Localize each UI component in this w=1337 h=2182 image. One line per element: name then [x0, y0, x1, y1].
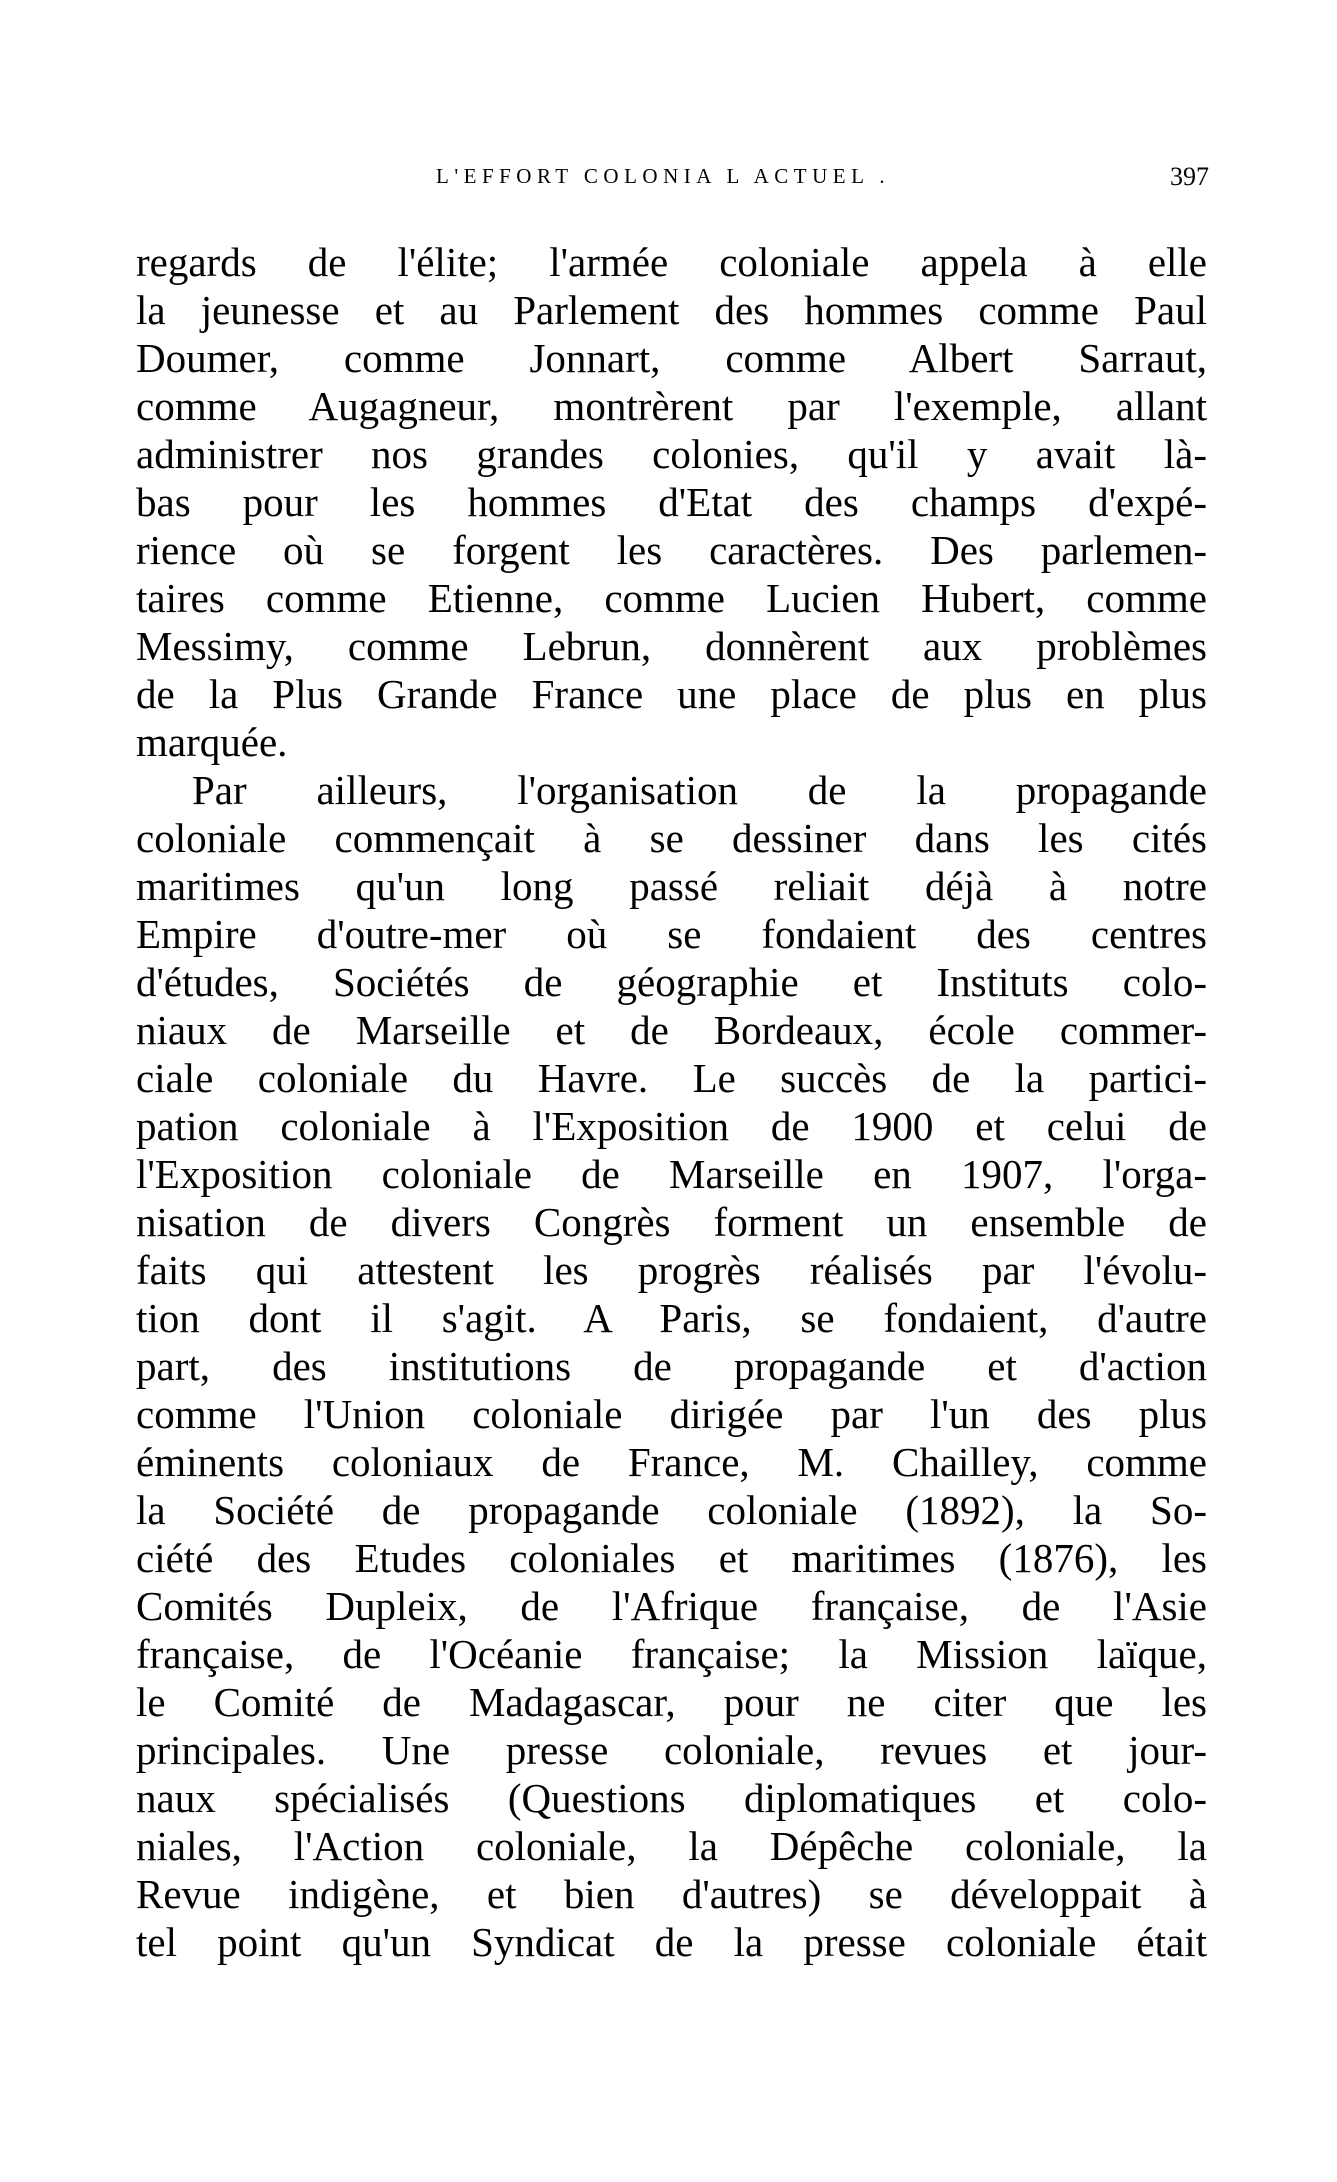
- text-line: la jeunesse et au Parlement des hommes comme Paul: [136, 287, 1207, 333]
- text-line: niales, l'Action coloniale, la Dépêche coloniale, la: [136, 1823, 1207, 1869]
- text-line: tel point qu'un Syndicat de la presse coloniale était: [136, 1919, 1207, 1965]
- text-line: part, des institutions de propagande et d'action: [136, 1343, 1207, 1389]
- text-line: tion dont il s'agit. A Paris, se fondaient, d'autre: [136, 1295, 1207, 1341]
- text-line: Revue indigène, et bien d'autres) se développait à: [136, 1871, 1207, 1917]
- text-line: le Comité de Madagascar, pour ne citer que les: [136, 1679, 1207, 1725]
- text-line: Comités Dupleix, de l'Afrique française, de l'Asie: [136, 1583, 1207, 1629]
- text-line: de la Plus Grande France une place de plus en plus: [136, 671, 1207, 717]
- text-line: faits qui attestent les progrès réalisés par l'évolu-: [136, 1247, 1207, 1293]
- page-number: 397: [1170, 162, 1209, 191]
- text-line: bas pour les hommes d'Etat des champs d'expé-: [136, 479, 1207, 525]
- text-line: d'études, Sociétés de géographie et Instituts colo-: [136, 959, 1207, 1005]
- text-line: pation coloniale à l'Exposition de 1900 et celui de: [136, 1103, 1207, 1149]
- text-line: principales. Une presse coloniale, revues et jour-: [136, 1727, 1207, 1773]
- paragraph-first-line: Par ailleurs, l'organisation de la propagande: [192, 767, 1207, 813]
- text-line: niaux de Marseille et de Bordeaux, école commer-: [136, 1007, 1207, 1053]
- text-line: nisation de divers Congrès forment un ensemble de: [136, 1199, 1207, 1245]
- paragraph-end-line: marquée.: [136, 719, 288, 765]
- text-line: maritimes qu'un long passé reliait déjà à notre: [136, 863, 1207, 909]
- text-line: administrer nos grandes colonies, qu'il y avait là-: [136, 431, 1207, 477]
- text-line: française, de l'Océanie française; la Mission laïque,: [136, 1631, 1207, 1677]
- text-line: taires comme Etienne, comme Lucien Hubert, comme: [136, 575, 1207, 621]
- text-line: Doumer, comme Jonnart, comme Albert Sarraut,: [136, 335, 1207, 381]
- text-line: éminents coloniaux de France, M. Chailley, comme: [136, 1439, 1207, 1485]
- running-head: L'EFFORT COLONIA L ACTUEL .: [436, 164, 891, 188]
- text-line: naux spécialisés (Questions diplomatiques et colo-: [136, 1775, 1207, 1821]
- body-text: [136, 238, 1207, 1966]
- text-line: comme l'Union coloniale dirigée par l'un des plus: [136, 1391, 1207, 1437]
- text-line: rience où se forgent les caractères. Des parlemen-: [136, 527, 1207, 573]
- text-line: comme Augagneur, montrèrent par l'exemple, allant: [136, 383, 1207, 429]
- text-line: regards de l'élite; l'armée coloniale appela à elle: [136, 239, 1207, 285]
- text-line: Messimy, comme Lebrun, donnèrent aux problèmes: [136, 623, 1207, 669]
- text-line: Empire d'outre-mer où se fondaient des centres: [136, 911, 1207, 957]
- text-line: l'Exposition coloniale de Marseille en 1907, l'orga-: [136, 1151, 1207, 1197]
- text-line: ciale coloniale du Havre. Le succès de la partici-: [136, 1055, 1207, 1101]
- text-line: coloniale commençait à se dessiner dans les cités: [136, 815, 1207, 861]
- text-line: la Société de propagande coloniale (1892), la So-: [136, 1487, 1207, 1533]
- text-line: ciété des Etudes coloniales et maritimes (1876), les: [136, 1535, 1207, 1581]
